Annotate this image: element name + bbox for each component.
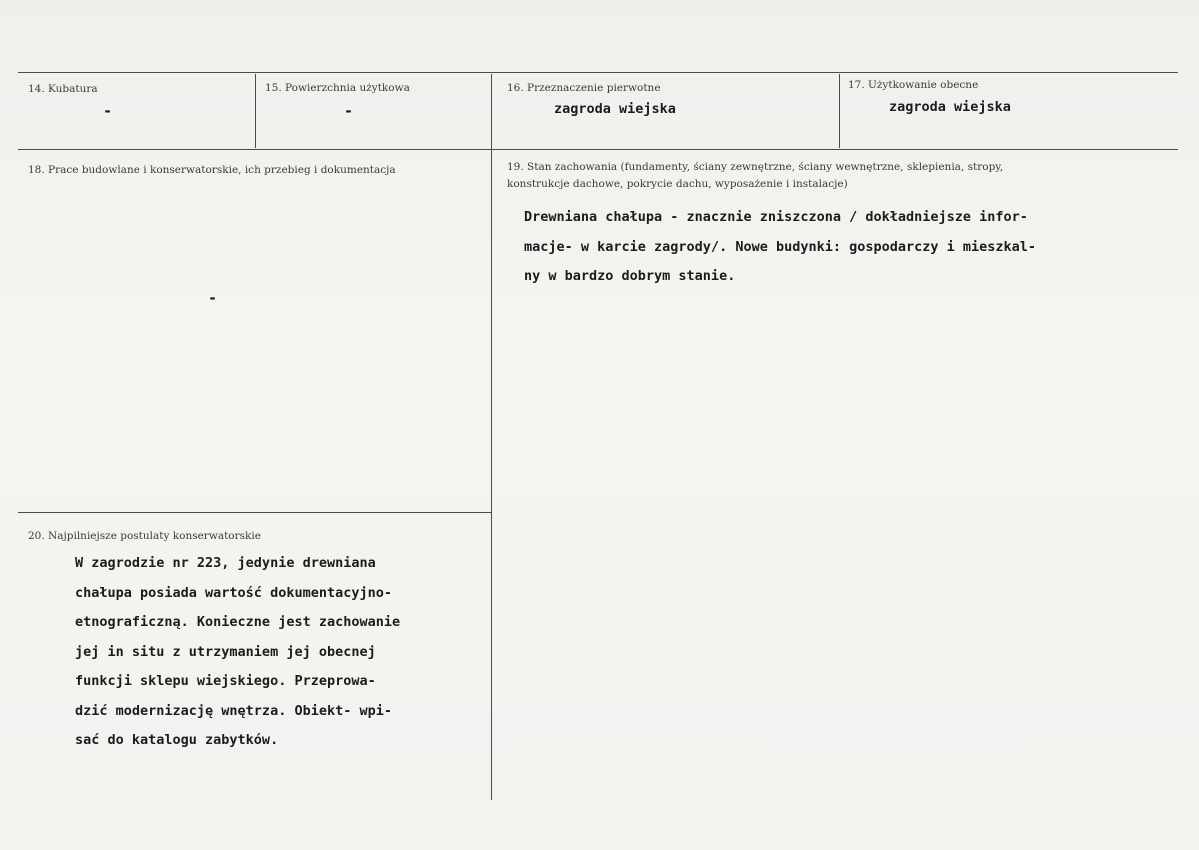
stan-line: ny w bardzo dobrym stanie. bbox=[524, 268, 736, 284]
postulaty-line: funkcji sklepu wiejskiego. Przeprowa- bbox=[75, 673, 376, 689]
postulaty-line: sać do katalogu zabytków. bbox=[75, 732, 279, 748]
stan-label-line1: 19. Stan zachowania (fundamenty, ściany zewnętrzne, ściany wewnętrzne, sklepienia, stropy, bbox=[507, 161, 1004, 173]
postulaty-line: dzić modernizację wnętrza. Obiekt- wpi- bbox=[75, 702, 392, 719]
kubatura-value: - bbox=[103, 102, 113, 120]
stan-line: macje- w karcie zagrody/. Nowe budynki: gospodarczy i mieszkal- bbox=[524, 238, 1037, 255]
kubatura-label: 14. Kubatura bbox=[28, 83, 98, 95]
przeznaczenie-value: zagroda wiejska bbox=[554, 101, 676, 117]
postulaty-line: W zagrodzie nr 223, jedynie drewniana bbox=[75, 555, 376, 571]
divider-14-15 bbox=[255, 74, 256, 148]
postulaty-label: 20. Najpilniejsze postulaty konserwatorskie bbox=[28, 530, 261, 542]
stan-line: Drewniana chałupa - znacznie zniszczona / dokładniejsze infor- bbox=[524, 209, 1028, 225]
postulaty-line: etnograficzną. Konieczne jest zachowanie bbox=[75, 614, 401, 630]
stan-label-line2: konstrukcje dachowe, pokrycie dachu, wyposażenie i instalacje) bbox=[507, 178, 848, 190]
row1-bottom-rule bbox=[18, 149, 1178, 150]
section18-bottom-rule bbox=[18, 512, 492, 513]
top-rule bbox=[18, 72, 1178, 73]
przeznaczenie-label: 16. Przeznaczenie pierwotne bbox=[507, 82, 661, 94]
prace-value: - bbox=[208, 289, 218, 307]
stan-text bbox=[524, 203, 1036, 292]
postulaty-text bbox=[75, 549, 400, 756]
uzytkowanie-label: 17. Użytkowanie obecne bbox=[848, 79, 979, 91]
powierzchnia-label: 15. Powierzchnia użytkowa bbox=[265, 82, 410, 94]
postulaty-line: chałupa posiada wartość dokumentacyjno- bbox=[75, 584, 392, 601]
uzytkowanie-value: zagroda wiejska bbox=[889, 99, 1011, 115]
postulaty-line: jej in situ z utrzymaniem jej obecnej bbox=[75, 643, 376, 660]
divider-16-17 bbox=[839, 74, 840, 148]
powierzchnia-value: - bbox=[344, 102, 354, 120]
divider-main bbox=[491, 74, 492, 800]
prace-label: 18. Prace budowlane i konserwatorskie, ich przebieg i dokumentacja bbox=[28, 164, 396, 176]
